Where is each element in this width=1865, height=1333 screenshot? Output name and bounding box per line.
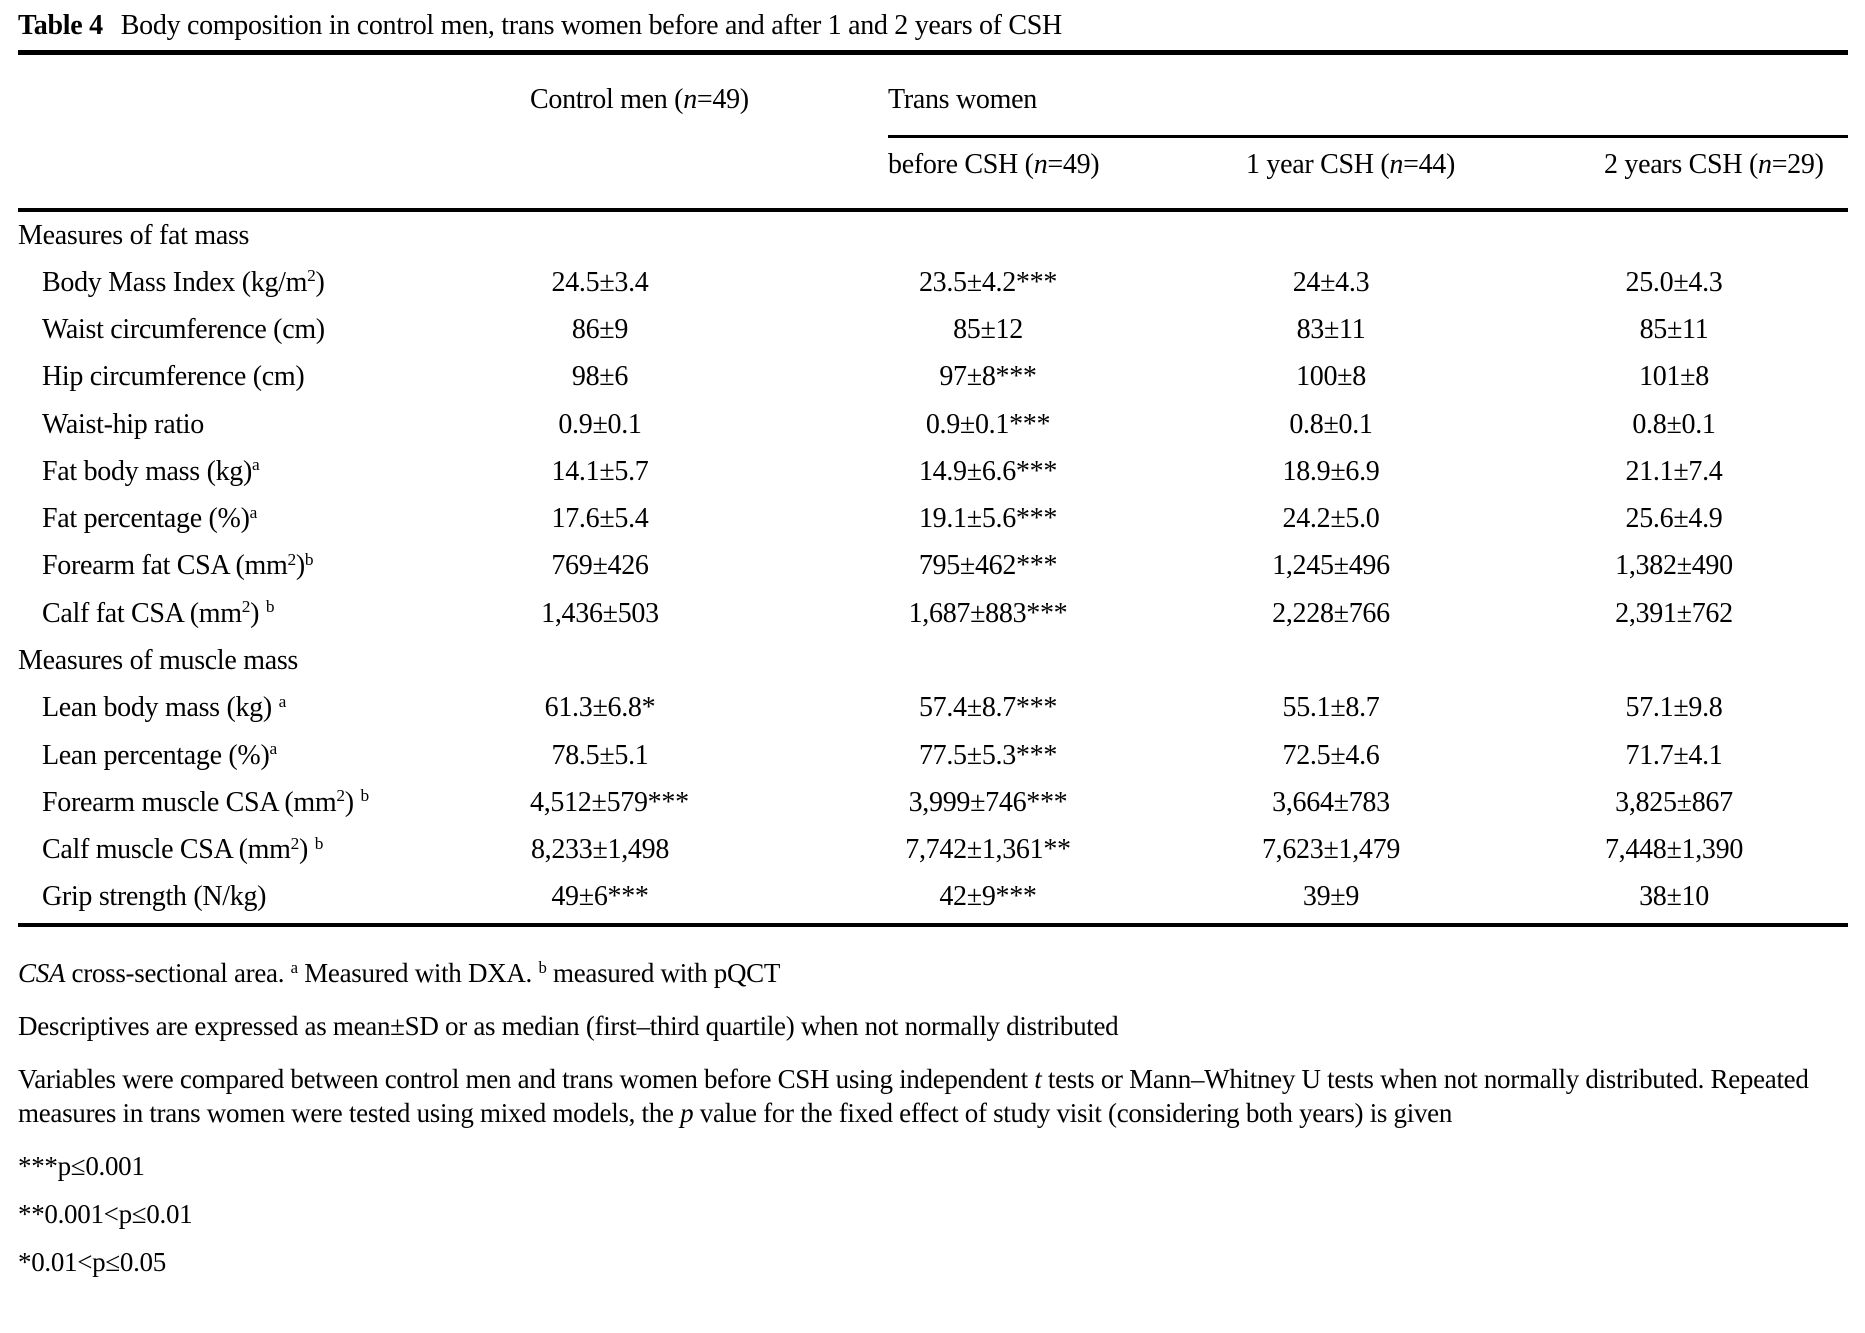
- row-label: Forearm fat CSA $(mm^2)^b$: [42, 549, 314, 582]
- table-body: [18, 212, 1848, 921]
- cell-value: 57.4±8.7***: [918, 692, 1058, 724]
- table-row: [18, 259, 1848, 306]
- value-cell: [1246, 267, 1604, 299]
- footnote-p-01: **0.001<p≤0.01: [18, 1199, 193, 1229]
- value-cell: [530, 787, 888, 819]
- value-cell: [1604, 267, 1848, 299]
- value-cell: [888, 787, 1246, 819]
- row-label: Lean percentage (%)$^a$: [42, 739, 277, 771]
- cell-value: 3,664±783: [1272, 786, 1390, 818]
- cell-value: 85±11: [1639, 314, 1709, 346]
- value-cell: [1246, 456, 1604, 488]
- cell-value: 71.7±4.1: [1625, 739, 1723, 771]
- table-row: [18, 354, 1848, 401]
- cell-value: 18.9±6.9: [1282, 455, 1380, 487]
- value-cell: [1246, 361, 1604, 393]
- cell-value: 25.6±4.9: [1625, 503, 1723, 535]
- section-label: Measures of muscle mass: [18, 645, 299, 677]
- table-row: [18, 543, 1848, 590]
- row-label: Fat percentage (%)$^a$: [42, 502, 258, 535]
- column-header-1-year-csh: 1 year CSH (n=44): [1246, 149, 1455, 180]
- cell-value: 8,233±1,498: [530, 834, 670, 866]
- cell-value: 85±12: [953, 314, 1023, 346]
- cell-value: 39±9: [1302, 881, 1360, 913]
- footnote-descriptives: Descriptives are expressed as mean±SD or as median (first–third quartile) when not normally distributed: [18, 1011, 1119, 1041]
- value-cell: [1246, 740, 1604, 772]
- cell-value: 14.1±5.7: [551, 455, 649, 487]
- cell-value: 769±426: [551, 550, 649, 582]
- column-group-header-trans-women: Trans women: [888, 84, 1037, 115]
- cell-value: 55.1±8.7: [1282, 692, 1380, 724]
- cell-value: 1,382±490: [1615, 550, 1733, 582]
- column-header-before-csh: before CSH (n=49): [888, 149, 1100, 180]
- value-cell: [888, 881, 1246, 913]
- cell-value: 57.1±9.8: [1625, 692, 1723, 724]
- value-cell: [1604, 550, 1848, 582]
- value-cell: [530, 550, 888, 582]
- table-row: [18, 826, 1848, 873]
- value-cell: [530, 267, 888, 299]
- value-cell: [1604, 314, 1848, 346]
- value-cell: [888, 456, 1246, 488]
- table-caption: [18, 10, 1062, 42]
- value-cell: [1604, 692, 1848, 724]
- cell-value: 0.8±0.1: [1632, 408, 1716, 440]
- value-cell: [1246, 787, 1604, 819]
- cell-value: 78.5±5.1: [551, 739, 649, 771]
- value-cell: [1246, 834, 1604, 866]
- cell-value: 24.2±5.0: [1282, 503, 1380, 535]
- top-rule: [18, 50, 1848, 55]
- cell-value: 19.1±5.6***: [918, 503, 1058, 535]
- row-label: Body Mass Index $(kg/m^2)$: [42, 266, 325, 298]
- column-header-control-men: Control men (n=49): [530, 84, 749, 115]
- cell-value: 1,436±503: [541, 597, 659, 629]
- cell-value: 17.6±5.4: [551, 503, 649, 535]
- row-label: Hip circumference (cm): [42, 361, 305, 393]
- value-cell: [1604, 598, 1848, 630]
- value-cell: [888, 740, 1246, 772]
- cell-value: 21.1±7.4: [1625, 455, 1723, 487]
- cell-value: 14.9±6.6***: [918, 455, 1058, 487]
- row-label: Waist circumference (cm): [42, 314, 325, 346]
- table-row: [18, 448, 1848, 495]
- cell-value: 72.5±4.6: [1282, 739, 1380, 771]
- cell-value: 23.5±4.2***: [918, 266, 1058, 298]
- value-cell: [530, 692, 888, 724]
- trans-women-spanner-rule: [888, 135, 1848, 138]
- table-row: [18, 732, 1848, 779]
- value-cell: [1246, 314, 1604, 346]
- value-cell: [1246, 550, 1604, 582]
- value-cell: [888, 550, 1246, 582]
- row-label: Grip strength (N/kg): [42, 881, 267, 913]
- row-label: Fat body mass (kg)$^a$: [42, 455, 260, 487]
- cell-value: 2,228±766: [1272, 597, 1390, 629]
- value-cell: [530, 881, 888, 913]
- value-cell: [530, 503, 888, 535]
- table-number: Table 4: [18, 10, 103, 41]
- value-cell: [888, 834, 1246, 866]
- row-label: Forearm muscle CSA $(mm^2)$ $^b$: [42, 786, 369, 818]
- value-cell: [1604, 409, 1848, 441]
- value-cell: [1246, 503, 1604, 535]
- value-cell: [1604, 881, 1848, 913]
- cell-value: 24.5±3.4: [551, 266, 649, 298]
- cell-value: 98±6: [571, 361, 629, 393]
- cell-value: 38±10: [1639, 881, 1709, 913]
- footnote-p-001: ***p≤0.001: [18, 1151, 145, 1181]
- value-cell: [530, 834, 888, 866]
- value-cell: [888, 267, 1246, 299]
- value-cell: [1604, 834, 1848, 866]
- table-row: [18, 685, 1848, 732]
- value-cell: [1604, 456, 1848, 488]
- value-cell: [530, 314, 888, 346]
- value-cell: [1604, 361, 1848, 393]
- table-row: [18, 496, 1848, 543]
- value-cell: [888, 503, 1246, 535]
- cell-value: 49±6***: [551, 881, 649, 913]
- table-row: [18, 212, 1848, 259]
- table-row: [18, 874, 1848, 921]
- value-cell: [530, 361, 888, 393]
- cell-value: 25.0±4.3: [1625, 266, 1723, 298]
- value-cell: [530, 598, 888, 630]
- cell-value: 795±462***: [918, 550, 1058, 582]
- value-cell: [1604, 787, 1848, 819]
- table-row: [18, 637, 1848, 684]
- value-cell: [888, 314, 1246, 346]
- section-label: Measures of fat mass: [18, 219, 250, 251]
- cell-value: 101±8: [1639, 361, 1709, 393]
- table-row: [18, 590, 1848, 637]
- footnote-abbreviations: CSA cross-sectional area. $^a$ Measured with DXA. $^b$ measured with pQCT: [18, 957, 781, 988]
- value-cell: [1246, 409, 1604, 441]
- row-label: Calf muscle CSA $(mm^2)$ $^b$: [42, 833, 324, 866]
- cell-value: 77.5±5.3***: [918, 739, 1058, 771]
- cell-value: 7,448±1,390: [1604, 834, 1744, 866]
- value-cell: [888, 598, 1246, 630]
- cell-value: 7,742±1,361**: [905, 834, 1071, 866]
- value-cell: [1604, 503, 1848, 535]
- value-cell: [1246, 692, 1604, 724]
- cell-value: 7,623±1,479: [1261, 834, 1401, 866]
- value-cell: [1604, 740, 1848, 772]
- table-row: [18, 779, 1848, 826]
- cell-value: 2,391±762: [1615, 597, 1733, 629]
- table-row: [18, 401, 1848, 448]
- footnote-p-05: *0.01<p≤0.05: [18, 1247, 166, 1277]
- row-label: Waist-hip ratio: [42, 408, 204, 440]
- table-row: [18, 307, 1848, 354]
- value-cell: [1246, 598, 1604, 630]
- row-label: Calf fat CSA $(mm^2)$ $^b$: [42, 597, 275, 629]
- cell-value: 3,999±746***: [908, 786, 1068, 818]
- value-cell: [530, 409, 888, 441]
- cell-value: 24±4.3: [1292, 266, 1370, 298]
- column-header-2-years-csh: 2 years CSH (n=29): [1604, 149, 1824, 180]
- cell-value: 1,687±883***: [908, 597, 1068, 629]
- value-cell: [530, 740, 888, 772]
- value-cell: [1246, 881, 1604, 913]
- cell-value: 0.8±0.1: [1289, 408, 1373, 440]
- cell-value: 61.3±6.8*: [544, 692, 656, 724]
- bottom-rule: [18, 923, 1848, 927]
- value-cell: [888, 409, 1246, 441]
- value-cell: [888, 361, 1246, 393]
- value-cell: [530, 456, 888, 488]
- value-cell: [888, 692, 1246, 724]
- table-caption-text: Body composition in control men, trans women before and after 1 and 2 years of CSH: [120, 10, 1062, 41]
- cell-value: 3,825±867: [1615, 786, 1733, 818]
- cell-value: 1,245±496: [1272, 550, 1390, 582]
- cell-value: 4,512±579***: [530, 786, 689, 818]
- row-label: Lean body mass (kg) $^a$: [42, 691, 287, 724]
- cell-value: 0.9±0.1: [558, 408, 642, 440]
- cell-value: 97±8***: [939, 361, 1037, 393]
- footnotes: [18, 956, 1850, 1293]
- footnote-statistics: Variables were compared between control men and trans women before CSH using independent t tests or Mann–Whitney U tests when not normally distributed. Repeated measures in trans women were tested using mixed models, the p value for the fixed effect of study visit (considering both years) is given: [18, 1064, 1809, 1128]
- cell-value: 0.9±0.1***: [925, 408, 1051, 440]
- cell-value: 100±8: [1296, 361, 1366, 393]
- cell-value: 42±9***: [939, 881, 1037, 913]
- cell-value: 86±9: [571, 314, 629, 346]
- cell-value: 83±11: [1296, 314, 1366, 346]
